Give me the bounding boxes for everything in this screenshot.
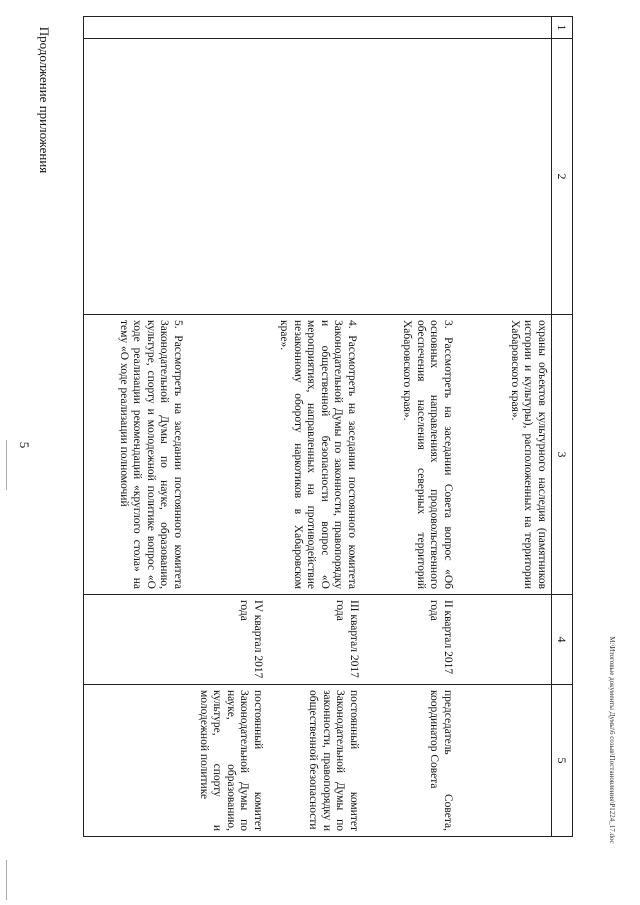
scan-artifact [6, 860, 7, 900]
table-row [84, 17, 552, 837]
responsible-text: председатель Совета, координатор Совета [428, 690, 454, 831]
column-header-5: 5 [552, 685, 573, 837]
scan-artifact [6, 440, 7, 490]
column-header-3: 3 [552, 315, 573, 595]
event-text: 4. Рассмотреть на заседании постоянного комитета Законодательной Думы по законности, правопорядку и общественной безопасности вопрос «О мероприятиях, направленных на противодействие незаконному обороту наркотиков в Хабаровском крае». [278, 320, 358, 589]
period-text: II квартал 2017 года [428, 600, 454, 675]
responsible-text: постоянный комитет Законодательной Думы по законности, правопорядку и общественной безопасности [307, 690, 360, 831]
event-text: 3. Рассмотреть на заседании Совета вопрос «Об основных направлениях продовольственного обеспечения населения северных территорий Хабаровского края». [401, 320, 454, 589]
event-text: 5. Рассмотреть на заседании постоянного комитета Законодательной Думы по науке, образованию, культуре, спорту и молодежной политике вопрос «О ходе реализации рекомендаций «круглого стола» на тему «О ходе реализации полномочий [117, 320, 184, 589]
column-header-2: 2 [552, 39, 573, 315]
event-text: охраны объектов культурного наследия (памятников истории и культуры), расположенных на территории Хабаровского края». [508, 320, 548, 589]
table-cell-number [84, 17, 552, 39]
table-cell-responsible [84, 685, 552, 837]
table-cell-period [84, 595, 552, 685]
continuation-heading: Продолжение приложения [37, 26, 52, 174]
period-text: IV квартал 2017 года [238, 600, 264, 679]
footer-file-path: М:\Итоговые документы Думы\6 созыв\Постановления\Р1224_17.doc [608, 636, 616, 844]
table-cell-events [84, 315, 552, 595]
column-header-1: 1 [552, 17, 573, 39]
table-cell-section [84, 39, 552, 315]
period-text: III квартал 2017 года [334, 600, 360, 678]
plan-table [83, 16, 573, 837]
page-number: 5 [17, 441, 32, 449]
plan-table-container [83, 16, 573, 836]
column-header-4: 4 [552, 595, 573, 685]
table-header-row [552, 17, 573, 837]
responsible-text: постоянный комитет Законодательной Думы по науке, образованию, культуре, спорту и молодежной политике [197, 690, 264, 831]
